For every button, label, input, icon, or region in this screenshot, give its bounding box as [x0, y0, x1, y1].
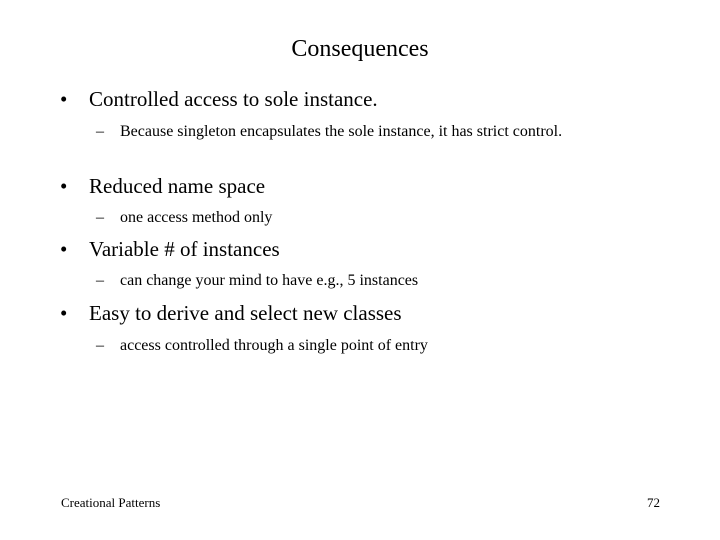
bullet-marker: • [60, 301, 68, 325]
sub-bullet-marker: – [96, 337, 104, 354]
sub-bullet-marker: – [96, 209, 104, 226]
page-number: 72 [647, 495, 660, 510]
bullet-marker: • [60, 174, 68, 198]
bullet-text: Easy to derive and select new classes [89, 301, 402, 325]
bullet-text: Controlled access to sole instance. [89, 87, 378, 111]
sub-bullet-text: access controlled through a single point of entry [120, 337, 428, 354]
footer-left-text: Creational Patterns [61, 495, 161, 510]
bullet-marker: • [60, 87, 68, 111]
bullet-text: Variable # of instances [89, 237, 280, 261]
sub-bullet-text: one access method only [120, 209, 273, 226]
sub-bullet-text: Because singleton encapsulates the sole instance, it has strict control. [120, 123, 563, 140]
bullet-marker: • [60, 237, 68, 261]
sub-bullet-marker: – [96, 272, 104, 289]
sub-bullet-text: can change your mind to have e.g., 5 instances [120, 272, 419, 289]
sub-bullet-marker: – [96, 123, 104, 140]
bullet-text: Reduced name space [89, 174, 266, 198]
slide-title: Consequences [291, 36, 429, 62]
